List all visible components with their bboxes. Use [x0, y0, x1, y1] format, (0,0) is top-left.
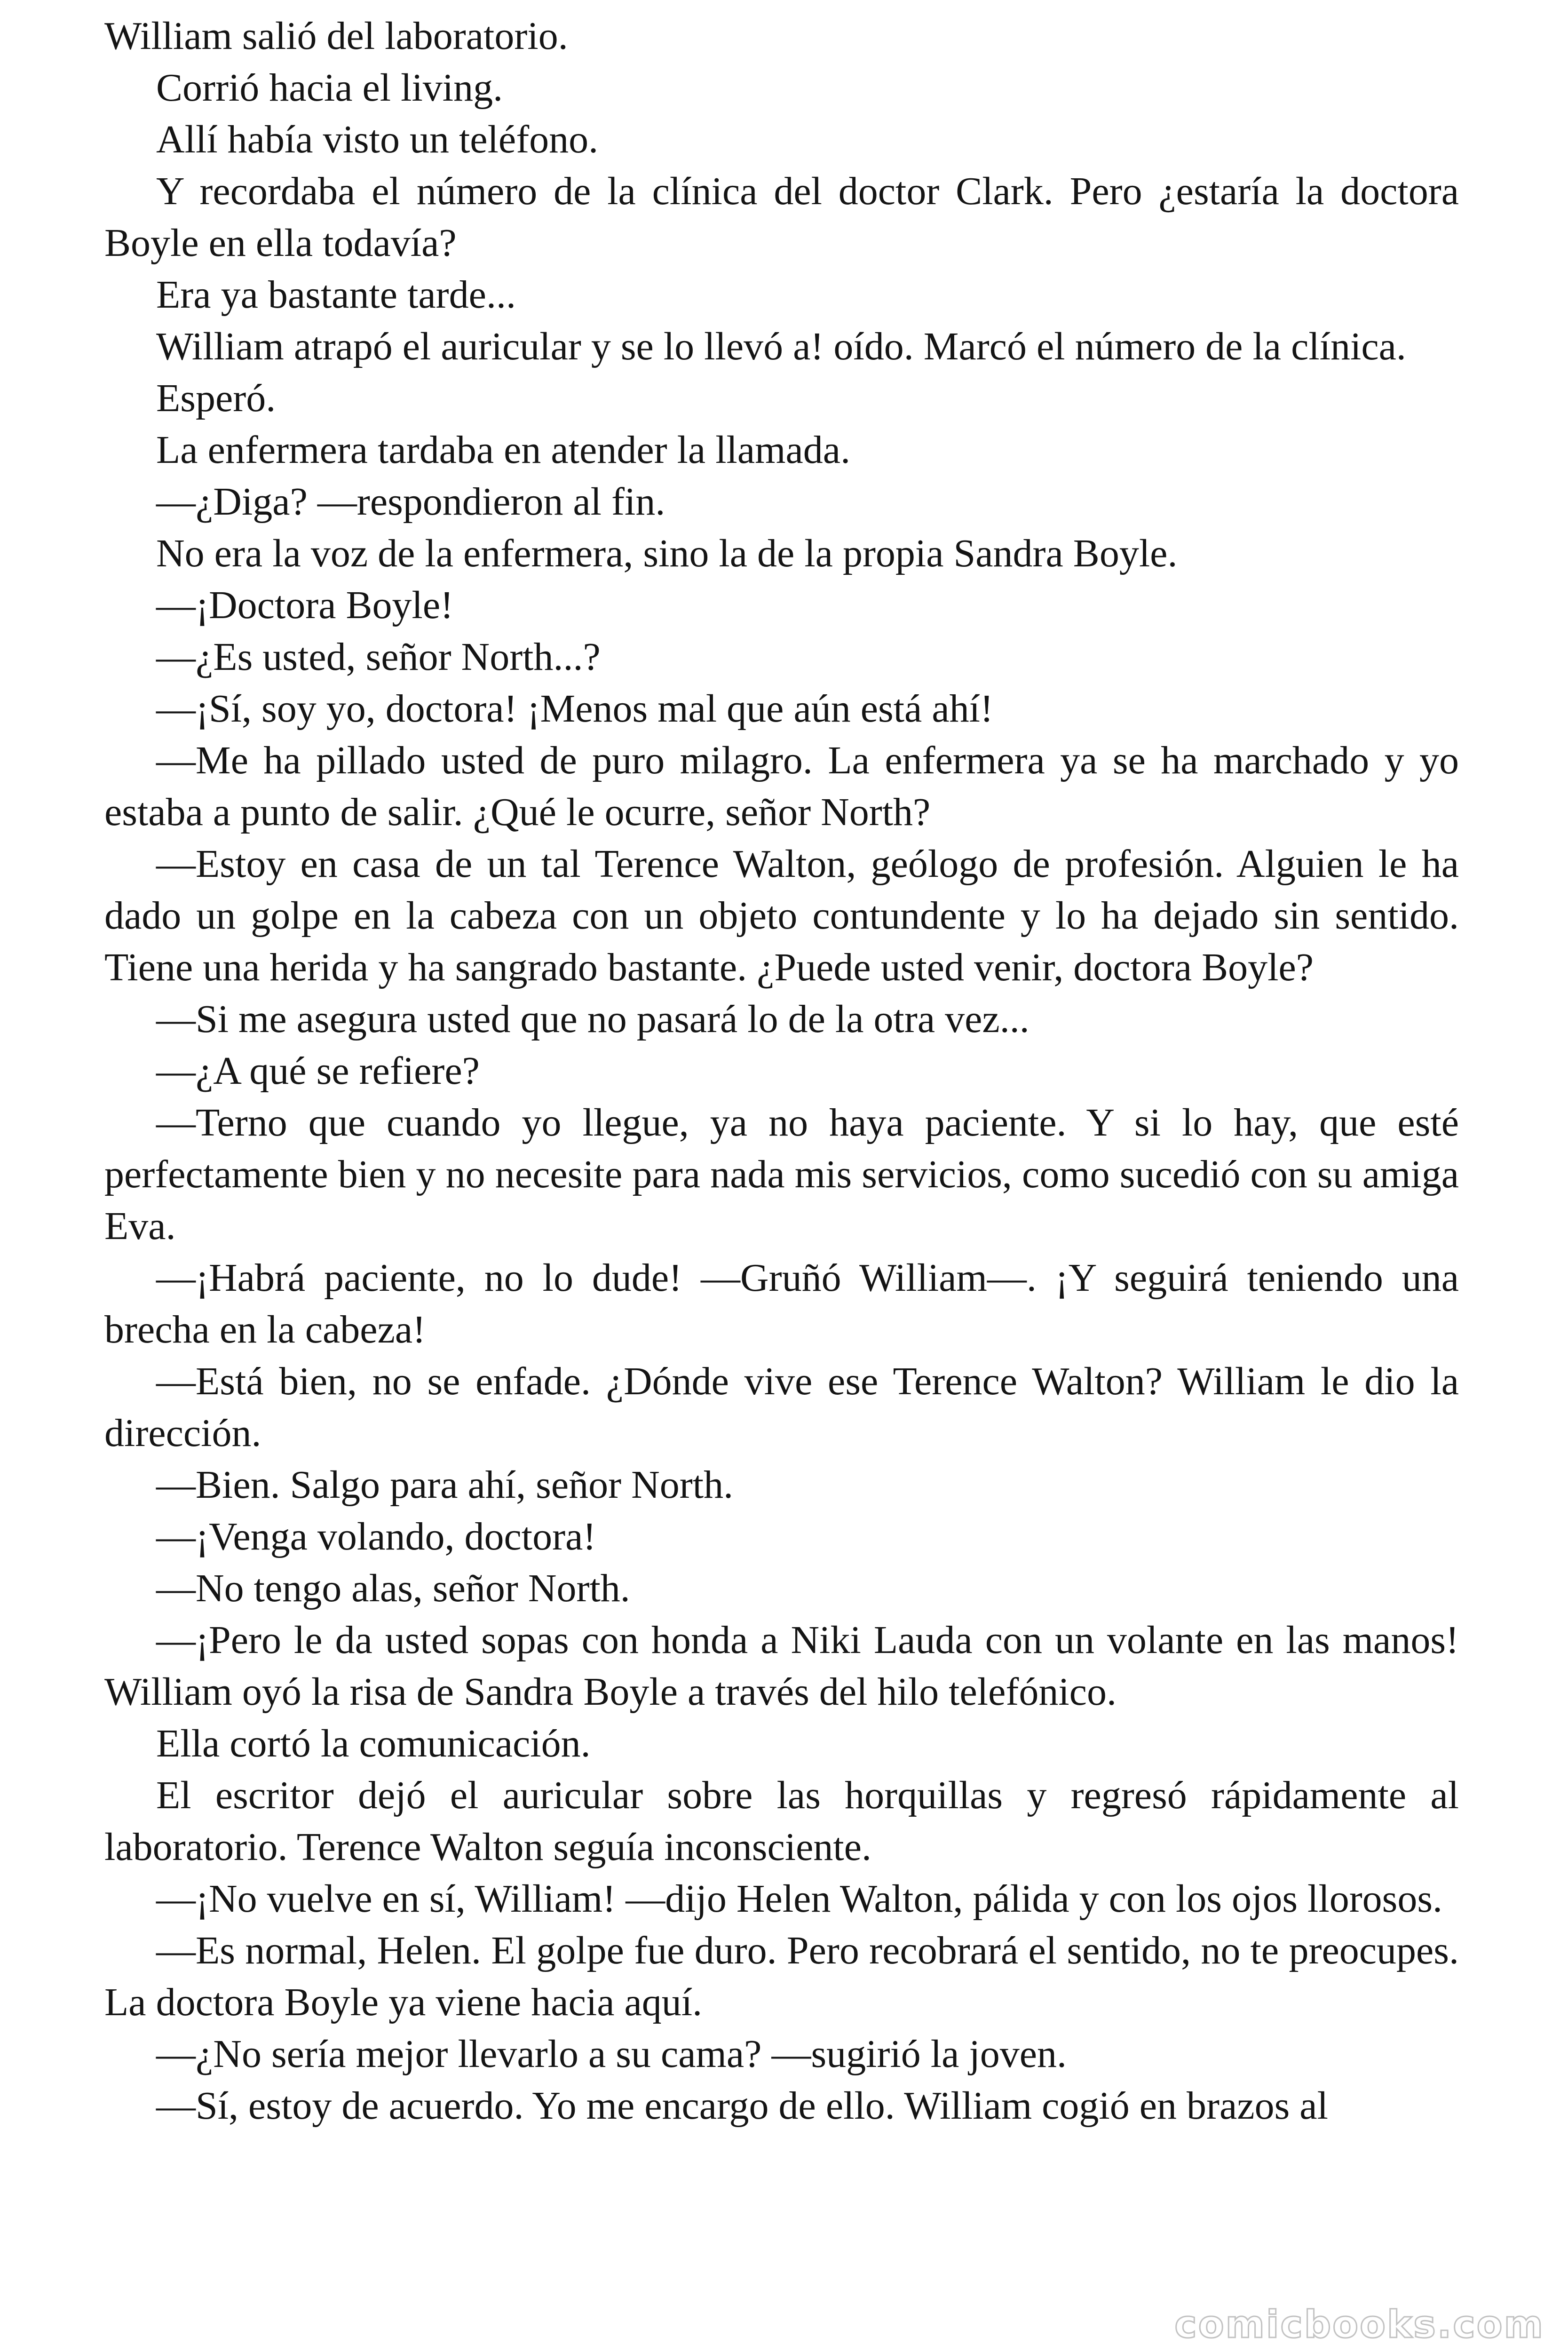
paragraph: Y recordaba el número de la clínica del doctor Clark. Pero ¿estaría la doctora Boyle en ella todavía?	[104, 169, 1459, 265]
paragraph: Esperó.	[156, 376, 276, 420]
paragraph: —Sí, estoy de acuerdo. Yo me encargo de ello. William cogió en brazos al	[156, 2084, 1328, 2128]
paragraph: —¡Doctora Boyle!	[156, 583, 454, 627]
paragraph: —Es normal, Helen. El golpe fue duro. Pero recobrará el sentido, no te preocupes. La doctora Boyle ya viene hacia aquí.	[104, 1929, 1459, 2024]
paragraph: —¡Sí, soy yo, doctora! ¡Menos mal que aún está ahí!	[156, 687, 993, 731]
paragraph: La enfermera tardaba en atender la llamada.	[156, 428, 851, 472]
paragraph: Era ya bastante tarde...	[156, 273, 516, 317]
paragraph: —¡Pero le da usted sopas con honda a Niki Lauda con un volante en las manos! William oyó la risa de Sandra Boyle a través del hilo telefónico.	[104, 1618, 1459, 1714]
paragraph: —Estoy en casa de un tal Terence Walton, geólogo de profesión. Alguien le ha dado un golpe en la cabeza con un objeto contundente y lo ha dejado sin sentido. Tiene una herida y ha sangrado bastante. ¿Puede usted venir, doctora Boyle?	[104, 842, 1459, 989]
paragraph: —¿A qué se refiere?	[156, 1049, 480, 1093]
paragraph: No era la voz de la enfermera, sino la de la propia Sandra Boyle.	[156, 532, 1178, 575]
paragraph: William atrapó el auricular y se lo llevó a! oído. Marcó el número de la clínica.	[156, 325, 1406, 368]
paragraph: —¿No sería mejor llevarlo a su cama? —sugirió la joven.	[156, 2032, 1067, 2076]
paragraph: —¿Diga? —respondieron al fin.	[156, 480, 665, 524]
paragraph: —Si me asegura usted que no pasará lo de la otra vez...	[156, 997, 1029, 1041]
paragraph: Ella cortó la comunicación.	[156, 1722, 591, 1765]
paragraph: Allí había visto un teléfono.	[156, 118, 599, 161]
paragraph: —Está bien, no se enfade. ¿Dónde vive ese Terence Walton? William le dio la dirección.	[104, 1359, 1459, 1455]
paragraph: William salió del laboratorio.	[104, 14, 568, 58]
watermark: comicbooks.com	[1174, 2303, 1544, 2346]
body-text	[104, 10, 1459, 2132]
paragraph: —No tengo alas, señor North.	[156, 1566, 630, 1610]
paragraph: —¡Venga volando, doctora!	[156, 1515, 596, 1558]
paragraph: —¿Es usted, señor North...?	[156, 635, 601, 679]
paragraph: —Me ha pillado usted de puro milagro. La enfermera ya se ha marchado y yo estaba a punto de salir. ¿Qué le ocurre, señor North?	[104, 739, 1459, 834]
paragraph: —Terno que cuando yo llegue, ya no haya paciente. Y si lo hay, que esté perfectamente bien y no necesite para nada mis servicios, como sucedió con su amiga Eva.	[104, 1101, 1459, 1248]
paragraph: El escritor dejó el auricular sobre las horquillas y regresó rápidamente al laboratorio. Terence Walton seguía inconsciente.	[104, 1773, 1459, 1869]
paragraph: —¡No vuelve en sí, William! —dijo Helen Walton, pálida y con los ojos llorosos.	[156, 1877, 1443, 1921]
paragraph: —¡Habrá paciente, no lo dude! —Gruñó William—. ¡Y seguirá teniendo una brecha en la cabeza!	[104, 1256, 1459, 1351]
paragraph: —Bien. Salgo para ahí, señor North.	[156, 1463, 734, 1507]
paragraph: Corrió hacia el living.	[156, 66, 503, 110]
